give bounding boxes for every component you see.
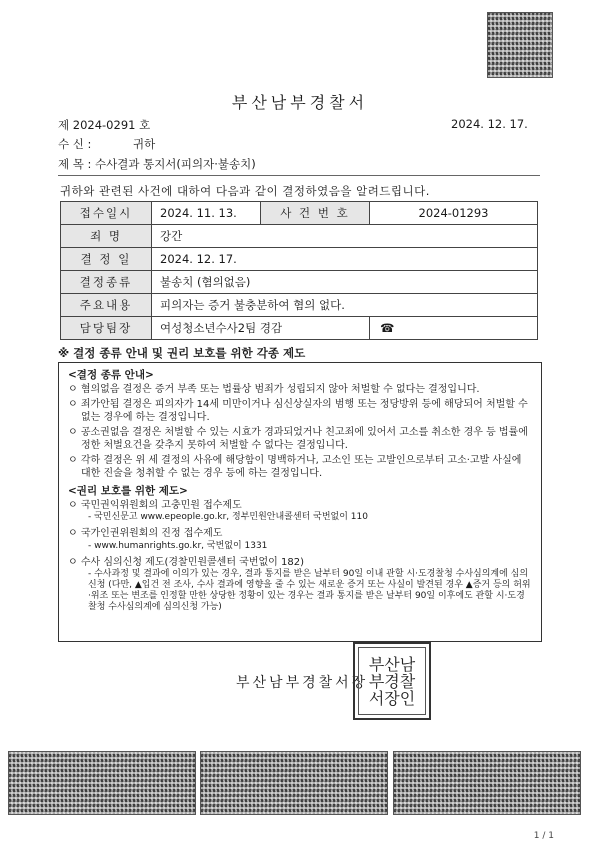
table-row (61, 294, 538, 317)
recipient-value: 귀하 (133, 137, 156, 151)
qr-code-top-right (487, 12, 553, 78)
subject-label: 제 목 : (58, 157, 92, 171)
doc-date: 2024. 12. 17. (451, 117, 528, 131)
table-row (61, 225, 538, 248)
decision-heading: <결정 종류 안내> (68, 369, 154, 381)
seal-text: 부산남부경찰서장인 (358, 647, 426, 715)
case-info-table (60, 201, 538, 340)
table-row (61, 317, 538, 340)
case-no-label: 사 건 번 호 (261, 202, 370, 225)
officer-value: 여성청소년수사2팀 경감 (152, 317, 370, 340)
qr-code-bottom (393, 751, 581, 815)
phone-icon: ☎ (380, 321, 395, 335)
decision-item: ㅇ 각하 결정은 위 세 결정의 사유에 해당함이 명백하거나, 고소인 또는 고발인으로부터 고소·고발 사실에 대한 진술을 청취할 수 없는 경우 등에 하는 결정입니다. (68, 455, 522, 479)
summary-value: 피의자는 증거 불충분하여 혐의 없다. (152, 294, 538, 317)
qr-code-bottom (8, 751, 196, 815)
official-seal (353, 642, 431, 720)
decision-item: ㅇ 죄가안됨 결정은 피의자가 14세 미만이거나 심신상실자의 범행 또는 정당방위 등에 해당되어 처벌할 수 없는 경우에 하는 결정입니다. (68, 399, 528, 423)
page-indicator: 1 / 1 (533, 831, 554, 841)
decision-type-label: 결정종류 (61, 271, 152, 294)
decision-type: 불송치 (혐의없음) (152, 271, 538, 294)
table-row (61, 271, 538, 294)
decision-item: ㅇ 혐의없음 결정은 증거 부족 또는 법률상 범죄가 성립되지 않아 처벌할 수 없다는 결정입니다. (68, 383, 480, 395)
table-row (61, 202, 538, 225)
officer-phone-cell (370, 317, 538, 340)
receipt-date: 2024. 11. 13. (152, 202, 261, 225)
guide-box (58, 362, 542, 642)
officer-label: 담당팀장 (61, 317, 152, 340)
decision-date-label: 결 정 일 (61, 248, 152, 271)
case-no: 2024-01293 (370, 202, 538, 225)
decision-item: ㅇ 공소권없음 결정은 처벌할 수 있는 시효가 경과되었거나 친고죄에 있어서 고소를 취소한 경우 등 법률에 정한 처벌요건을 갖추지 못하여 처벌할 수 없다는 결정입니다. (68, 427, 528, 451)
rights-item-title: ㅇ 국가인권위원회의 진정 접수제도 (68, 528, 223, 539)
charge-label: 죄 명 (61, 225, 152, 248)
table-row (61, 248, 538, 271)
notice-text: 귀하와 관련된 사건에 대하여 다음과 같이 결정하였음을 알려드립니다. (60, 184, 430, 198)
rights-item-detail: - www.humanrights.go.kr, 국번없이 1331 (88, 540, 268, 551)
guide-content (68, 369, 532, 613)
doc-number: 제 2024-0291 호 (58, 118, 151, 132)
header-divider (58, 175, 540, 176)
subject-value: 수사결과 통지서(피의자·불송치) (95, 157, 256, 171)
guide-section-title: ※ 결정 종류 안내 및 권리 보호를 위한 각종 제도 (58, 346, 306, 360)
station-chief-name: 부산남부경찰서장 (236, 675, 369, 691)
summary-label: 주요내용 (61, 294, 152, 317)
rights-item-detail: - 국민신문고 www.epeople.go.kr, 정부민원안내콜센터 국번없이 110 (88, 512, 368, 522)
recipient-label: 수 신 : (58, 137, 92, 151)
receipt-date-label: 접수일시 (61, 202, 152, 225)
qr-code-bottom (200, 751, 388, 815)
charge-value: 강간 (152, 225, 538, 248)
document-title: 부산남부경찰서 (231, 93, 369, 112)
rights-item-detail: - 수사과정 및 결과에 이의가 있는 경우, 결과 통지를 받은 날부터 90일 이내 관할 시·도경찰청 수사심의계에 심의신청 (다만, ▲입건 전 조사, 수사 결과에 영향을 줄 수 있는 새로운 증거 또는 사실이 발견된 경우 ▲증거 등의 허위·위조 또는 변조를 인정할 만한 상당한 정황이 있는 경우는 결과 통지를 받은 날부터 90일 이후에도 관할 시·도경찰청 수사심의계에 심의신청 가능) (88, 569, 531, 612)
rights-item-title: ㅇ 수사 심의신청 제도(경찰민원콜센터 국번없이 182) (68, 556, 304, 568)
decision-date: 2024. 12. 17. (152, 248, 538, 271)
rights-heading: <권리 보호를 위한 제도> (68, 485, 188, 497)
rights-item-title: ㅇ 국민권익위원회의 고충민원 접수제도 (68, 499, 242, 511)
